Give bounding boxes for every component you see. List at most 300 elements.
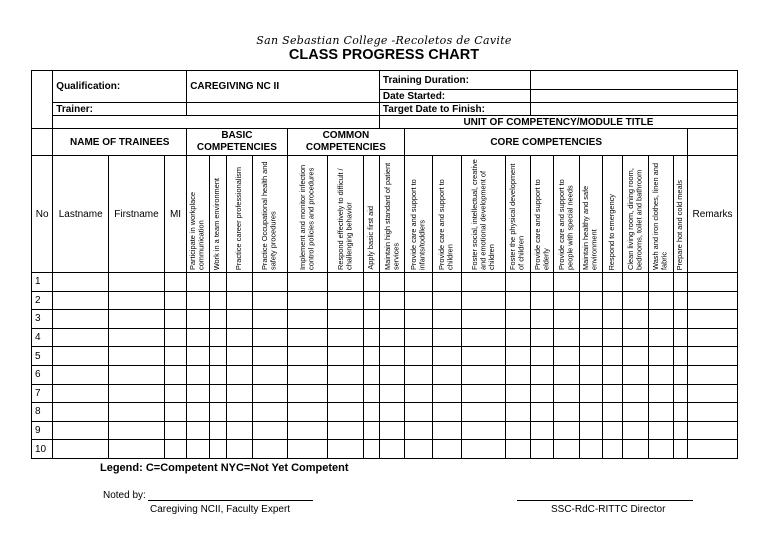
grid-cell — [648, 440, 673, 459]
grid-cell — [209, 273, 226, 292]
grid-cell — [432, 347, 461, 366]
corner-cell — [32, 71, 53, 129]
grid-cell — [164, 421, 186, 440]
grid-cell — [187, 440, 209, 459]
grid-cell — [623, 421, 648, 440]
competency-header — [328, 156, 363, 273]
grid-cell — [328, 273, 363, 292]
grid-cell — [53, 440, 109, 459]
grid-cell — [363, 347, 379, 366]
grid-cell — [328, 328, 363, 347]
grid-cell — [164, 384, 186, 403]
grid-cell — [579, 347, 602, 366]
grid-cell — [602, 421, 622, 440]
table-row — [32, 421, 738, 440]
grid-cell — [688, 273, 738, 292]
grid-cell — [531, 328, 554, 347]
grid-cell — [505, 328, 530, 347]
grid-cell — [462, 365, 506, 384]
row-number: 5 — [32, 347, 53, 366]
grid-cell — [253, 328, 287, 347]
qualification-value: CAREGIVING NC II — [187, 71, 380, 103]
grid-cell — [328, 403, 363, 422]
grid-cell — [226, 365, 252, 384]
grid-cell — [109, 384, 165, 403]
no-spacer — [32, 129, 53, 156]
grid-cell — [602, 440, 622, 459]
competency-header — [673, 156, 687, 273]
grid-cell — [648, 328, 673, 347]
competency-header — [287, 156, 328, 273]
grid-cell — [164, 328, 186, 347]
grid-cell — [363, 310, 379, 329]
grid-cell — [187, 291, 209, 310]
row-number: 1 — [32, 273, 53, 292]
grid-cell — [648, 310, 673, 329]
grid-cell — [379, 310, 404, 329]
grid-cell — [531, 384, 554, 403]
grid-cell — [109, 347, 165, 366]
table-row — [32, 273, 738, 292]
col-no: No — [32, 156, 53, 273]
grid-cell — [164, 273, 186, 292]
grid-cell — [688, 384, 738, 403]
grid-cell — [405, 421, 432, 440]
grid-cell — [579, 291, 602, 310]
competency-header — [226, 156, 252, 273]
grid-cell — [648, 347, 673, 366]
grid-cell — [253, 310, 287, 329]
training-duration-value — [531, 71, 738, 90]
grid-cell — [287, 384, 328, 403]
trainer-value — [187, 103, 380, 116]
grid-cell — [602, 273, 622, 292]
date-started-label: Date Started: — [379, 90, 530, 103]
row-number: 9 — [32, 421, 53, 440]
grid-cell — [405, 310, 432, 329]
row-number: 4 — [32, 328, 53, 347]
grid-cell — [579, 273, 602, 292]
grid-cell — [164, 403, 186, 422]
progress-chart-table — [31, 70, 738, 459]
signatory-1: Caregiving NCII, Faculty Expert — [150, 504, 291, 515]
grid-cell — [363, 440, 379, 459]
grid-cell — [287, 403, 328, 422]
grid-cell — [187, 403, 209, 422]
grid-cell — [109, 310, 165, 329]
grid-cell — [53, 347, 109, 366]
grid-cell — [462, 440, 506, 459]
grid-cell — [432, 328, 461, 347]
grid-cell — [602, 365, 622, 384]
competency-label: Practice Occupational health and safety procedures — [260, 161, 278, 270]
competency-label: Prepare hot and cold meals — [675, 179, 685, 270]
remarks-spacer — [688, 129, 738, 156]
grid-cell — [623, 291, 648, 310]
grid-cell — [328, 440, 363, 459]
competency-header — [602, 156, 622, 273]
grid-cell — [602, 403, 622, 422]
competency-header — [462, 156, 506, 273]
grid-cell — [164, 365, 186, 384]
grid-cell — [554, 365, 579, 384]
grid-cell — [53, 310, 109, 329]
grid-cell — [328, 365, 363, 384]
grid-cell — [328, 347, 363, 366]
grid-cell — [287, 273, 328, 292]
grid-cell — [579, 421, 602, 440]
noted-by-label: Noted by: — [103, 490, 146, 501]
grid-cell — [328, 384, 363, 403]
grid-cell — [505, 291, 530, 310]
grid-cell — [53, 328, 109, 347]
grid-cell — [673, 310, 687, 329]
legend: Legend: C=Competent NYC=Not Yet Competent — [100, 462, 349, 474]
grid-cell — [531, 403, 554, 422]
grid-cell — [462, 328, 506, 347]
grid-cell — [405, 347, 432, 366]
grid-cell — [287, 291, 328, 310]
grid-cell — [688, 421, 738, 440]
grid-cell — [462, 310, 506, 329]
table-row — [32, 328, 738, 347]
grid-cell — [379, 347, 404, 366]
document-title: CLASS PROGRESS CHART — [288, 47, 480, 63]
grid-cell — [531, 310, 554, 329]
grid-cell — [253, 347, 287, 366]
grid-cell — [109, 328, 165, 347]
grid-cell — [253, 403, 287, 422]
grid-cell — [623, 310, 648, 329]
training-duration-label: Training Duration: — [379, 71, 530, 90]
competency-label: Maintain healthy and safe environment — [581, 185, 599, 270]
competency-label: Practice career professionalism — [234, 166, 244, 270]
grid-cell — [579, 384, 602, 403]
grid-cell — [253, 273, 287, 292]
competency-label: Respond effectively to difficult / challenging behavior — [335, 168, 354, 270]
grid-cell — [226, 384, 252, 403]
grid-cell — [405, 328, 432, 347]
grid-cell — [164, 440, 186, 459]
grid-cell — [602, 310, 622, 329]
grid-cell — [688, 291, 738, 310]
grid-cell — [109, 291, 165, 310]
grid-cell — [432, 384, 461, 403]
competency-header — [363, 156, 379, 273]
competency-header — [554, 156, 579, 273]
competency-header — [623, 156, 648, 273]
grid-cell — [688, 440, 738, 459]
col-firstname: Firstname — [109, 156, 165, 273]
grid-cell — [53, 291, 109, 310]
competency-label: Foster social, intellectual, creative and emotional development of children — [469, 159, 496, 270]
grid-cell — [53, 273, 109, 292]
grid-cell — [505, 384, 530, 403]
grid-cell — [505, 273, 530, 292]
grid-cell — [673, 384, 687, 403]
grid-cell — [226, 310, 252, 329]
grid-cell — [673, 291, 687, 310]
trainer-label: Trainer: — [53, 103, 187, 116]
col-mi: MI — [164, 156, 186, 273]
grid-cell — [187, 421, 209, 440]
grid-cell — [164, 310, 186, 329]
grid-cell — [109, 403, 165, 422]
competency-label: Participate in workplace communication — [188, 191, 206, 270]
grid-cell — [209, 310, 226, 329]
grid-cell — [554, 440, 579, 459]
grid-cell — [648, 291, 673, 310]
grid-cell — [579, 310, 602, 329]
row-number: 6 — [32, 365, 53, 384]
grid-cell — [287, 347, 328, 366]
competency-label: Work in a team environment — [212, 177, 222, 270]
signature-line-2 — [517, 500, 693, 501]
grid-cell — [505, 403, 530, 422]
grid-cell — [531, 347, 554, 366]
grid-cell — [554, 347, 579, 366]
competency-header — [209, 156, 226, 273]
grid-cell — [209, 365, 226, 384]
grid-cell — [253, 365, 287, 384]
grid-cell — [462, 384, 506, 403]
grid-cell — [226, 273, 252, 292]
grid-cell — [209, 421, 226, 440]
table-row — [32, 291, 738, 310]
grid-cell — [554, 421, 579, 440]
grid-cell — [623, 384, 648, 403]
grid-cell — [379, 403, 404, 422]
grid-cell — [109, 421, 165, 440]
competency-label: Provide care and support to people with special needs — [556, 179, 575, 270]
competency-label: Implement and monitor infection control policies and procedures — [297, 164, 316, 270]
grid-cell — [531, 365, 554, 384]
grid-cell — [209, 384, 226, 403]
grid-cell — [579, 328, 602, 347]
competency-label: Foster the physical development of children — [508, 163, 526, 270]
grid-cell — [462, 421, 506, 440]
grid-cell — [531, 440, 554, 459]
signatory-2: SSC-RdC-RITTC Director — [551, 504, 666, 515]
grid-cell — [53, 403, 109, 422]
grid-cell — [328, 421, 363, 440]
grid-cell — [379, 421, 404, 440]
grid-cell — [432, 403, 461, 422]
qualification-label: Qualification: — [53, 71, 187, 103]
grid-cell — [623, 440, 648, 459]
competency-header — [187, 156, 209, 273]
grid-cell — [673, 421, 687, 440]
grid-cell — [405, 273, 432, 292]
grid-cell — [287, 328, 328, 347]
grid-cell — [226, 403, 252, 422]
grid-cell — [505, 310, 530, 329]
grid-cell — [328, 310, 363, 329]
grid-cell — [209, 403, 226, 422]
grid-cell — [673, 440, 687, 459]
competency-header — [531, 156, 554, 273]
grid-cell — [379, 384, 404, 403]
grid-cell — [226, 440, 252, 459]
competency-header — [648, 156, 673, 273]
grid-cell — [187, 347, 209, 366]
grid-cell — [673, 365, 687, 384]
competency-label: Apply basic first aid — [366, 206, 375, 270]
grid-cell — [405, 291, 432, 310]
grid-cell — [209, 347, 226, 366]
grid-cell — [109, 273, 165, 292]
grid-cell — [405, 384, 432, 403]
grid-cell — [432, 365, 461, 384]
col-lastname: Lastname — [53, 156, 109, 273]
grid-cell — [648, 384, 673, 403]
grid-cell — [405, 403, 432, 422]
grid-cell — [209, 328, 226, 347]
grid-cell — [432, 291, 461, 310]
grid-cell — [432, 310, 461, 329]
grid-cell — [579, 403, 602, 422]
grid-cell — [531, 421, 554, 440]
grid-cell — [673, 273, 687, 292]
grid-cell — [688, 403, 738, 422]
grid-cell — [432, 421, 461, 440]
grid-cell — [432, 440, 461, 459]
table-row — [32, 403, 738, 422]
grid-cell — [253, 291, 287, 310]
grid-cell — [363, 273, 379, 292]
unit-spacer — [53, 116, 380, 129]
grid-cell — [554, 291, 579, 310]
grid-cell — [505, 421, 530, 440]
grid-cell — [602, 384, 622, 403]
grid-cell — [53, 421, 109, 440]
grid-cell — [623, 365, 648, 384]
grid-cell — [688, 310, 738, 329]
grid-cell — [109, 365, 165, 384]
grid-cell — [363, 403, 379, 422]
grid-cell — [287, 365, 328, 384]
grid-cell — [648, 273, 673, 292]
competency-label: Clean living room, dining room, bedrooms, toilet and bathroom — [625, 168, 644, 270]
grid-cell — [579, 440, 602, 459]
grid-cell — [505, 347, 530, 366]
grid-cell — [554, 403, 579, 422]
grid-cell — [53, 365, 109, 384]
grid-cell — [688, 347, 738, 366]
competency-header — [379, 156, 404, 273]
grid-cell — [623, 347, 648, 366]
name-of-trainees-header: NAME OF TRAINEES — [53, 129, 187, 156]
grid-cell — [623, 403, 648, 422]
date-started-value — [531, 90, 738, 103]
core-competencies-header: CORE COMPETENCIES — [405, 129, 688, 156]
competency-header — [505, 156, 530, 273]
grid-cell — [209, 440, 226, 459]
signature-line-1 — [148, 500, 313, 501]
grid-cell — [405, 365, 432, 384]
grid-cell — [187, 273, 209, 292]
grid-cell — [109, 440, 165, 459]
competency-header — [405, 156, 432, 273]
target-date-label: Target Date to Finish: — [379, 103, 530, 116]
grid-cell — [673, 403, 687, 422]
unit-title: UNIT OF COMPETENCY/MODULE TITLE — [379, 116, 737, 129]
grid-cell — [164, 347, 186, 366]
competency-label: Maintain high standard of patient services — [382, 162, 401, 270]
grid-cell — [287, 440, 328, 459]
grid-cell — [226, 291, 252, 310]
grid-cell — [623, 328, 648, 347]
grid-cell — [505, 440, 530, 459]
grid-cell — [648, 365, 673, 384]
competency-label: Wash and iron clothes, linen and fabric — [651, 163, 669, 270]
grid-cell — [432, 273, 461, 292]
table-row — [32, 384, 738, 403]
competency-label: Provide care and support to infants/toddlers — [408, 179, 427, 270]
grid-cell — [187, 384, 209, 403]
grid-cell — [226, 328, 252, 347]
grid-cell — [648, 403, 673, 422]
grid-cell — [253, 440, 287, 459]
table-row — [32, 440, 738, 459]
grid-cell — [253, 384, 287, 403]
grid-cell — [602, 291, 622, 310]
grid-cell — [226, 421, 252, 440]
grid-cell — [462, 273, 506, 292]
grid-cell — [531, 291, 554, 310]
row-number: 10 — [32, 440, 53, 459]
target-date-value — [531, 103, 738, 116]
competency-header — [432, 156, 461, 273]
competency-label: Respond to emergency — [607, 193, 617, 270]
grid-cell — [688, 328, 738, 347]
grid-cell — [554, 310, 579, 329]
grid-cell — [328, 291, 363, 310]
competency-label: Provide care and support to children — [437, 179, 455, 270]
grid-cell — [462, 347, 506, 366]
grid-cell — [53, 384, 109, 403]
grid-cell — [554, 328, 579, 347]
col-remarks: Remarks — [688, 156, 738, 273]
grid-cell — [187, 328, 209, 347]
competency-label: Provide care and support to elderly — [532, 179, 551, 270]
grid-cell — [379, 328, 404, 347]
grid-cell — [531, 273, 554, 292]
grid-cell — [602, 347, 622, 366]
grid-cell — [363, 291, 379, 310]
row-number: 2 — [32, 291, 53, 310]
grid-cell — [602, 328, 622, 347]
grid-cell — [462, 291, 506, 310]
row-number: 3 — [32, 310, 53, 329]
competency-header — [579, 156, 602, 273]
grid-cell — [253, 421, 287, 440]
table-row — [32, 347, 738, 366]
grid-cell — [187, 365, 209, 384]
grid-cell — [405, 440, 432, 459]
grid-cell — [363, 365, 379, 384]
grid-cell — [673, 347, 687, 366]
grid-cell — [287, 310, 328, 329]
grid-cell — [623, 273, 648, 292]
grid-cell — [379, 273, 404, 292]
row-number: 8 — [32, 403, 53, 422]
grid-cell — [379, 440, 404, 459]
competency-header — [253, 156, 287, 273]
grid-cell — [363, 421, 379, 440]
grid-cell — [379, 291, 404, 310]
grid-cell — [673, 328, 687, 347]
